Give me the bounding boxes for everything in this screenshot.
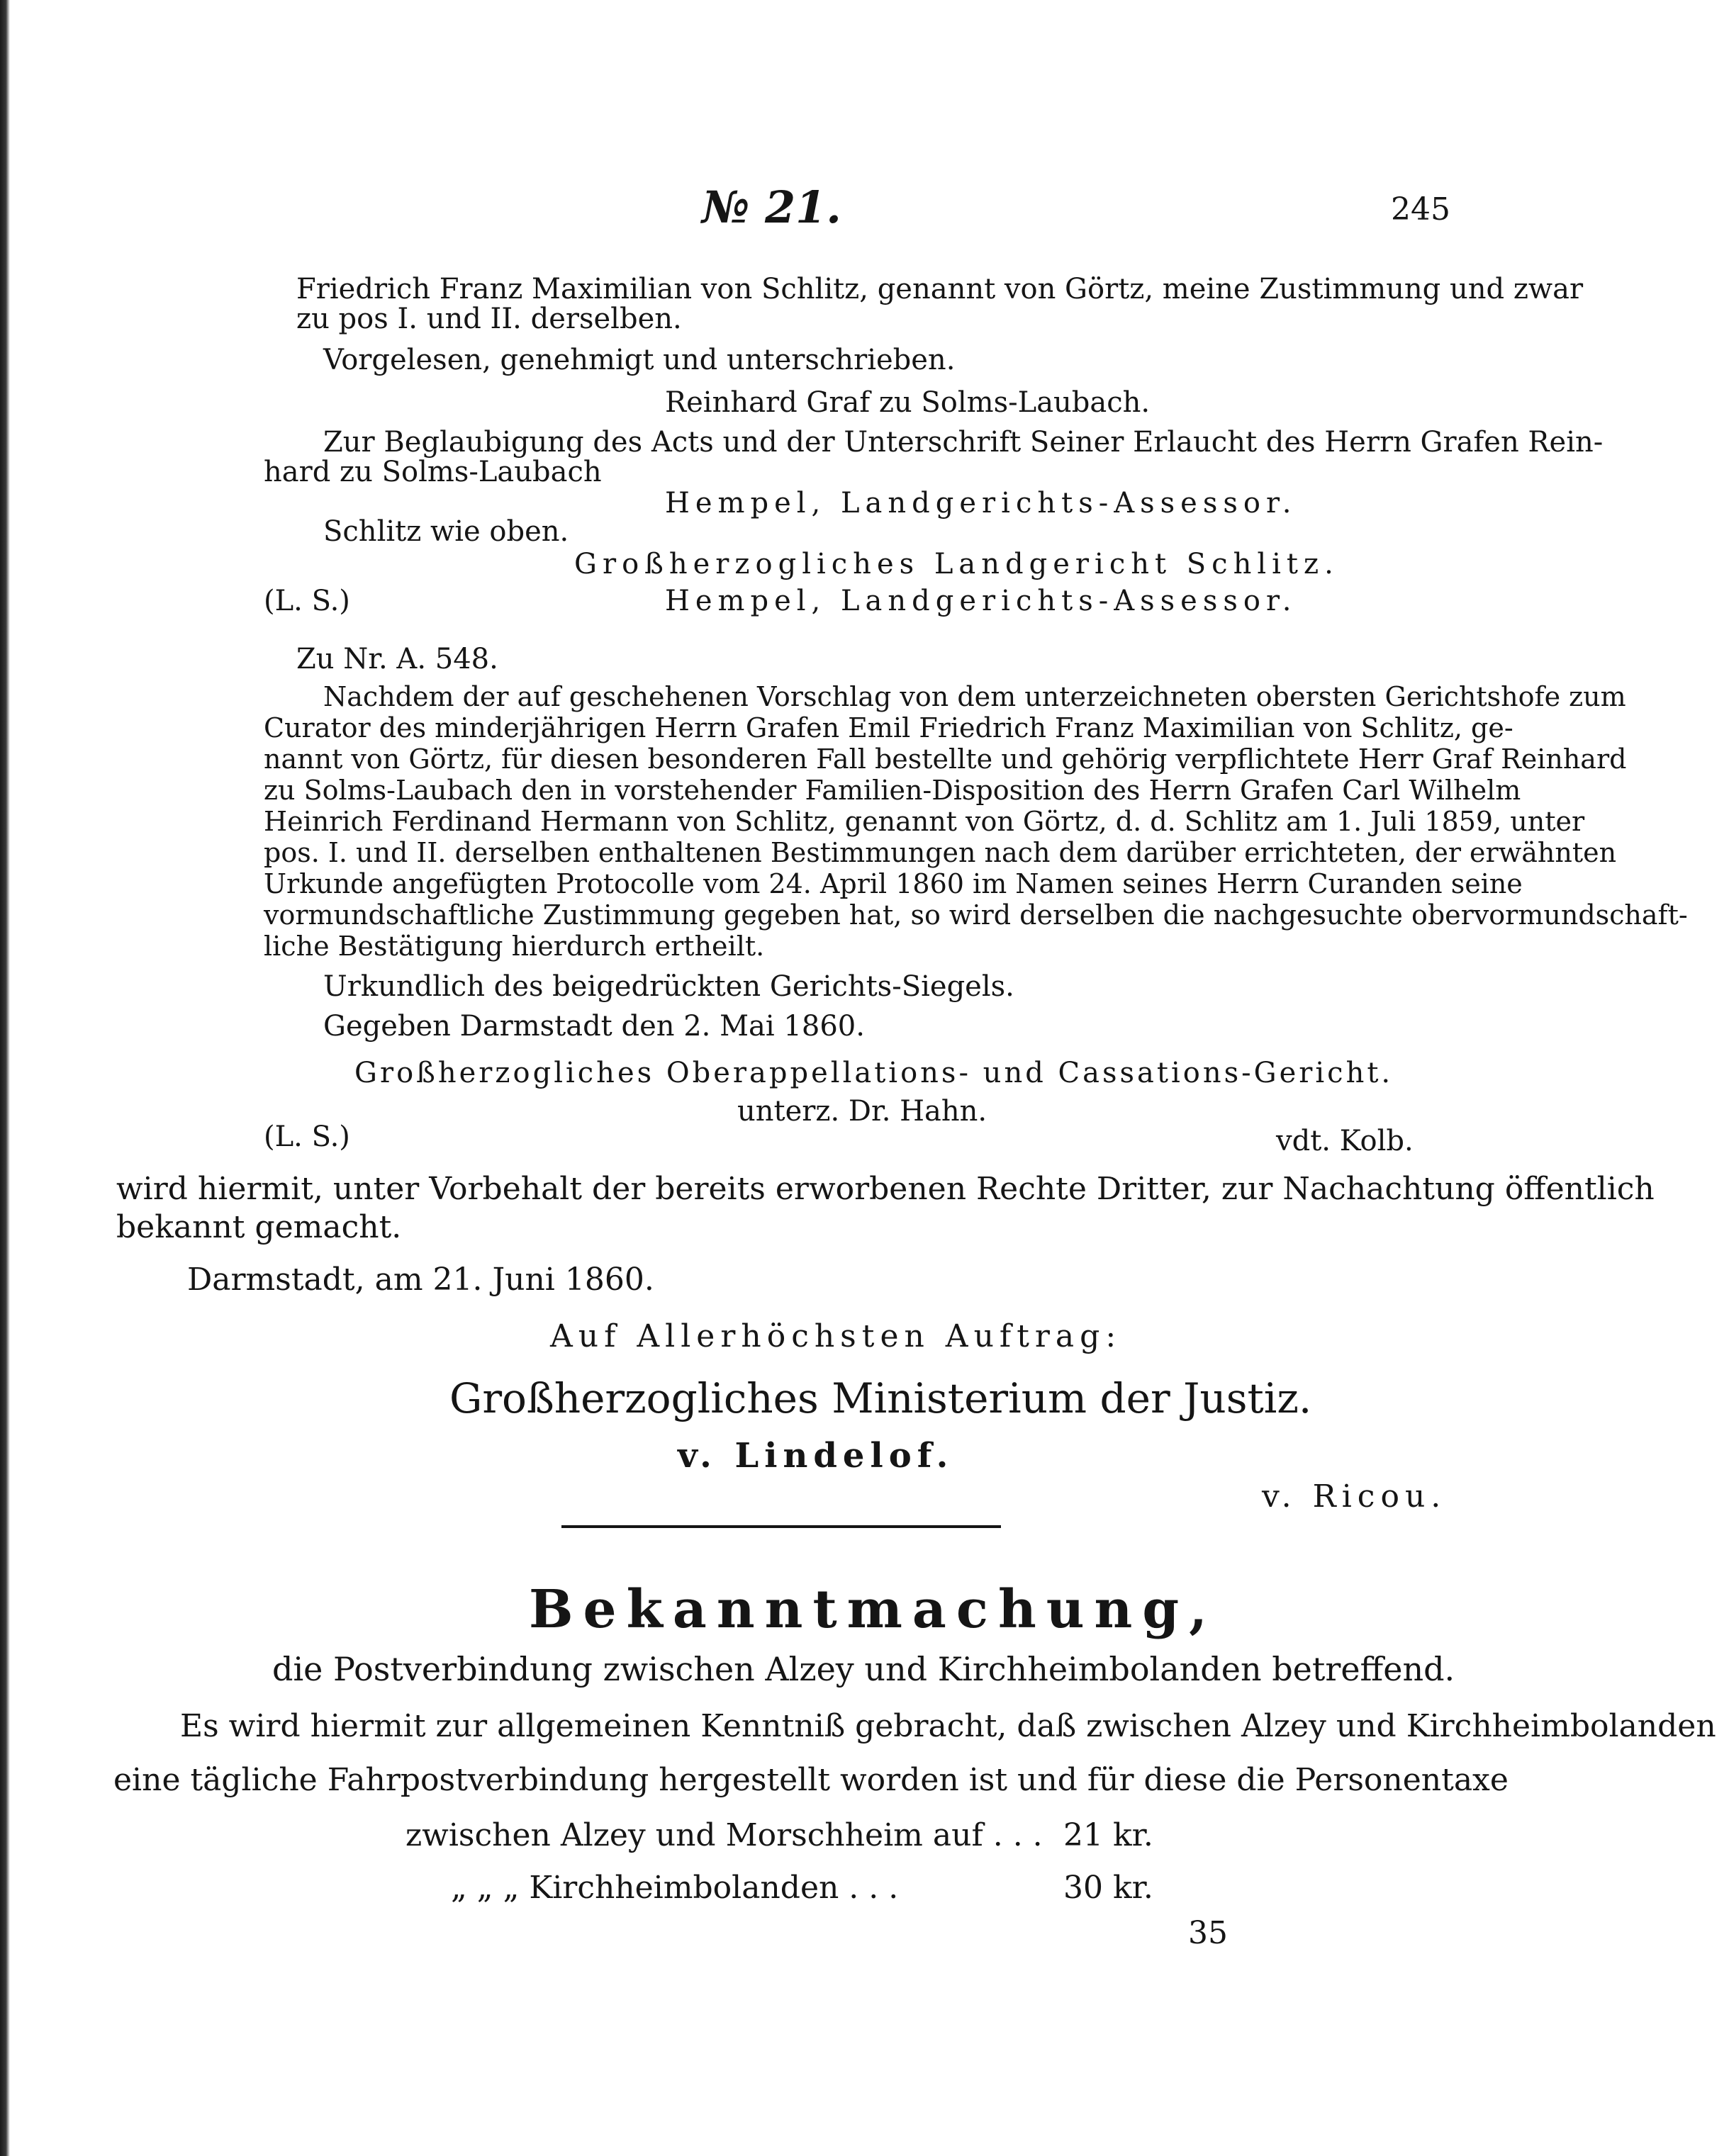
paragraph-line: Nachdem der auf geschehenen Vorschlag von dem unterzeichneten obersten Gerichtshofe zum: [323, 681, 1626, 712]
read-approved: Vorgelesen, genehmigt und unterschrieben.: [323, 344, 956, 376]
signature: Reinhard Graf zu Solms-Laubach.: [665, 386, 1151, 419]
fare-price: 30 kr.: [1063, 1870, 1153, 1906]
body-line: eine tägliche Fahrpostverbindung hergestellt worden ist und für diese die Personentaxe: [113, 1762, 1509, 1798]
order-line: Auf Allerhöchsten Auftrag:: [550, 1318, 1122, 1354]
body-line: hard zu Solms-Laubach: [264, 456, 602, 488]
signature: Hempel, Landgerichts-Assessor.: [665, 487, 1297, 520]
paragraph-line: nannt von Görtz, für diesen besonderen Fall bestellte und gehörig verpflichtete Herr Graf Reinhard: [264, 743, 1627, 775]
fare-route: „ „ „ Kirchheimbolanden . . .: [451, 1870, 899, 1906]
given-line: Gegeben Darmstadt den 2. Mai 1860.: [323, 1010, 865, 1043]
seal-mark: (L. S.): [264, 1121, 350, 1153]
issue-number: № 21.: [702, 181, 841, 233]
signature: v. Ricou.: [1262, 1478, 1447, 1515]
fare-price: 21 kr.: [1063, 1817, 1153, 1853]
signature: unterz. Dr. Hahn.: [737, 1095, 987, 1128]
announcement-subtitle: die Postverbindung zwischen Alzey und Kirchheimbolanden betreffend.: [272, 1650, 1455, 1688]
paragraph-line: liche Bestätigung hierdurch ertheilt.: [264, 931, 765, 962]
place-line: Schlitz wie oben.: [323, 515, 569, 548]
paragraph-line: Curator des minderjährigen Herrn Grafen Emil Friedrich Franz Maximilian von Schlitz, ge-: [264, 712, 1513, 743]
reference-number: Zu Nr. A. 548.: [296, 643, 498, 675]
paragraph-line: Urkunde angefügten Protocolle vom 24. April 1860 im Namen seines Herrn Curanden seine: [264, 868, 1523, 899]
vdt-signature: vdt. Kolb.: [1276, 1125, 1414, 1157]
sealed-line: Urkundlich des beigedrückten Gerichts-Siegels.: [323, 970, 1014, 1003]
ministry-name: Großherzogliches Ministerium der Justiz.: [449, 1374, 1312, 1422]
paragraph-line: vormundschaftliche Zustimmung gegeben hat, so wird derselben die nachgesuchte obervormundschaft-: [264, 899, 1688, 931]
signature-mark: 35: [1188, 1915, 1228, 1951]
announcement-title: Bekanntmachung,: [529, 1579, 1217, 1640]
paragraph-line: Heinrich Ferdinand Hermann von Schlitz, genannt von Görtz, d. d. Schlitz am 1. Juli 1859, unter: [264, 806, 1585, 837]
paragraph-line: zu Solms-Laubach den in vorstehender Familien-Disposition des Herrn Grafen Carl Wilhelm: [264, 775, 1521, 806]
body-line: Friedrich Franz Maximilian von Schlitz, genannt von Görtz, meine Zustimmung und zwar: [296, 273, 1584, 305]
signature: Hempel, Landgerichts-Assessor.: [665, 585, 1297, 617]
signature: v. Lindelof.: [678, 1436, 954, 1476]
court-name: Großherzogliches Landgericht Schlitz.: [574, 548, 1339, 580]
seal-mark: (L. S.): [264, 585, 350, 617]
body-line: Zur Beglaubigung des Acts und der Unterschrift Seiner Erlaucht des Herrn Grafen Rein-: [323, 426, 1604, 459]
body-line: zu pos I. und II. derselben.: [296, 303, 682, 335]
body-line: wird hiermit, unter Vorbehalt der bereits erworbenen Rechte Dritter, zur Nachachtung öffentlich: [116, 1171, 1655, 1207]
body-line: Es wird hiermit zur allgemeinen Kenntniß gebracht, daß zwischen Alzey und Kirchheimbolanden: [180, 1708, 1716, 1744]
body-line: bekannt gemacht.: [116, 1209, 402, 1245]
section-divider: [561, 1525, 1001, 1528]
date-line: Darmstadt, am 21. Juni 1860.: [187, 1262, 654, 1298]
court-name: Großherzogliches Oberappellations- und Cassations-Gericht.: [354, 1057, 1394, 1089]
fare-route: zwischen Alzey und Morschheim auf . . .: [405, 1817, 1043, 1853]
paragraph-line: pos. I. und II. derselben enthaltenen Bestimmungen nach dem darüber errichteten, der erwähnten: [264, 837, 1617, 868]
scan-border: [0, 0, 10, 2156]
page-number: 245: [1391, 191, 1450, 228]
